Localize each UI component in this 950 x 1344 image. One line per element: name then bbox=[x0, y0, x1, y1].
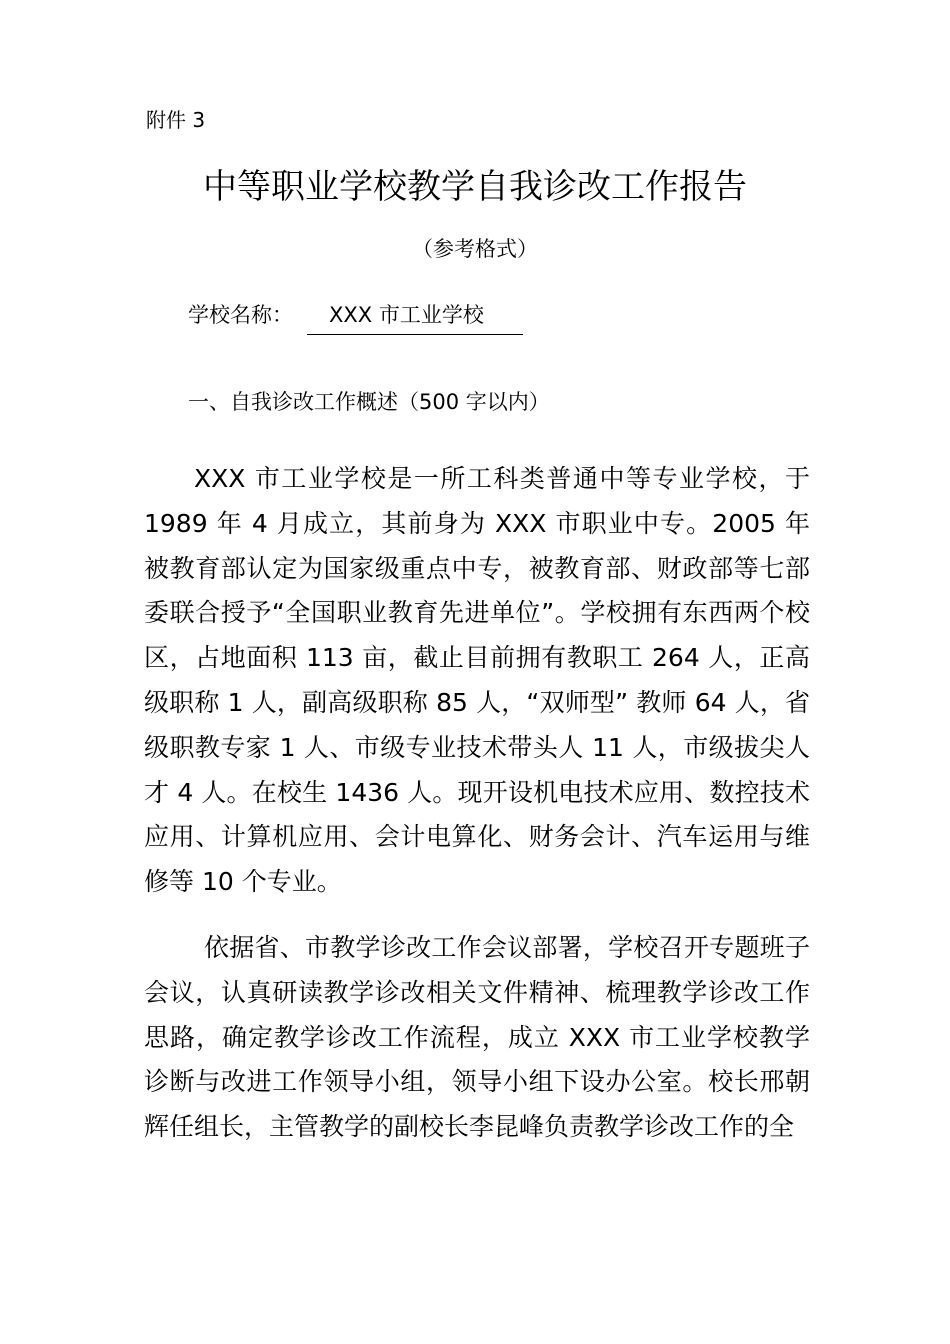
school-name-row bbox=[188, 300, 523, 335]
attachment-label: 附件 3 bbox=[146, 108, 206, 132]
page-subtitle: （参考格式） bbox=[412, 237, 538, 261]
body-paragraph-1: XXX 市工业学校是一所工科类普通中等专业学校，于 1989 年 4 月成立，其前身为 XXX 市职业中专。2005 年被教育部认定为国家级重点中专，被教育部、财政部等七部委联合授予“全国职业教育先进单位”。学校拥有东西两个校区，占地面积 113 亩，截止目前拥有教职工 264 人，正高级职称 1 人，副高级职称 85 人，“双师型” 教师 64 人，省级职教专家 1 人、市级专业技术带头人 11 人，市级拔尖人才 4 人。在校生 1436 人。现开设机电技术应用、数控技术应用、计算机应用、会计电算化、财务会计、汽车运用与维修等 10 个专业。 bbox=[144, 464, 810, 897]
section-heading: 一、自我诊改工作概述（500 字以内） bbox=[188, 390, 550, 414]
page-title: 中等职业学校教学自我诊改工作报告 bbox=[203, 167, 747, 207]
school-name-label: 学校名称： bbox=[188, 303, 293, 327]
body-paragraph-2: 依据省、市教学诊改工作会议部署，学校召开专题班子会议，认真研读教学诊改相关文件精神、梳理教学诊改工作思路，确定教学诊改工作流程，成立 XXX 市工业学校教学诊断与改进工作领导小组，领导小组下设办公室。校长邢朝辉任组长，主管教学的副校长李昆峰负责教学诊改工作的全 bbox=[144, 933, 810, 1142]
school-name-value: XXX 市工业学校 bbox=[307, 300, 523, 335]
